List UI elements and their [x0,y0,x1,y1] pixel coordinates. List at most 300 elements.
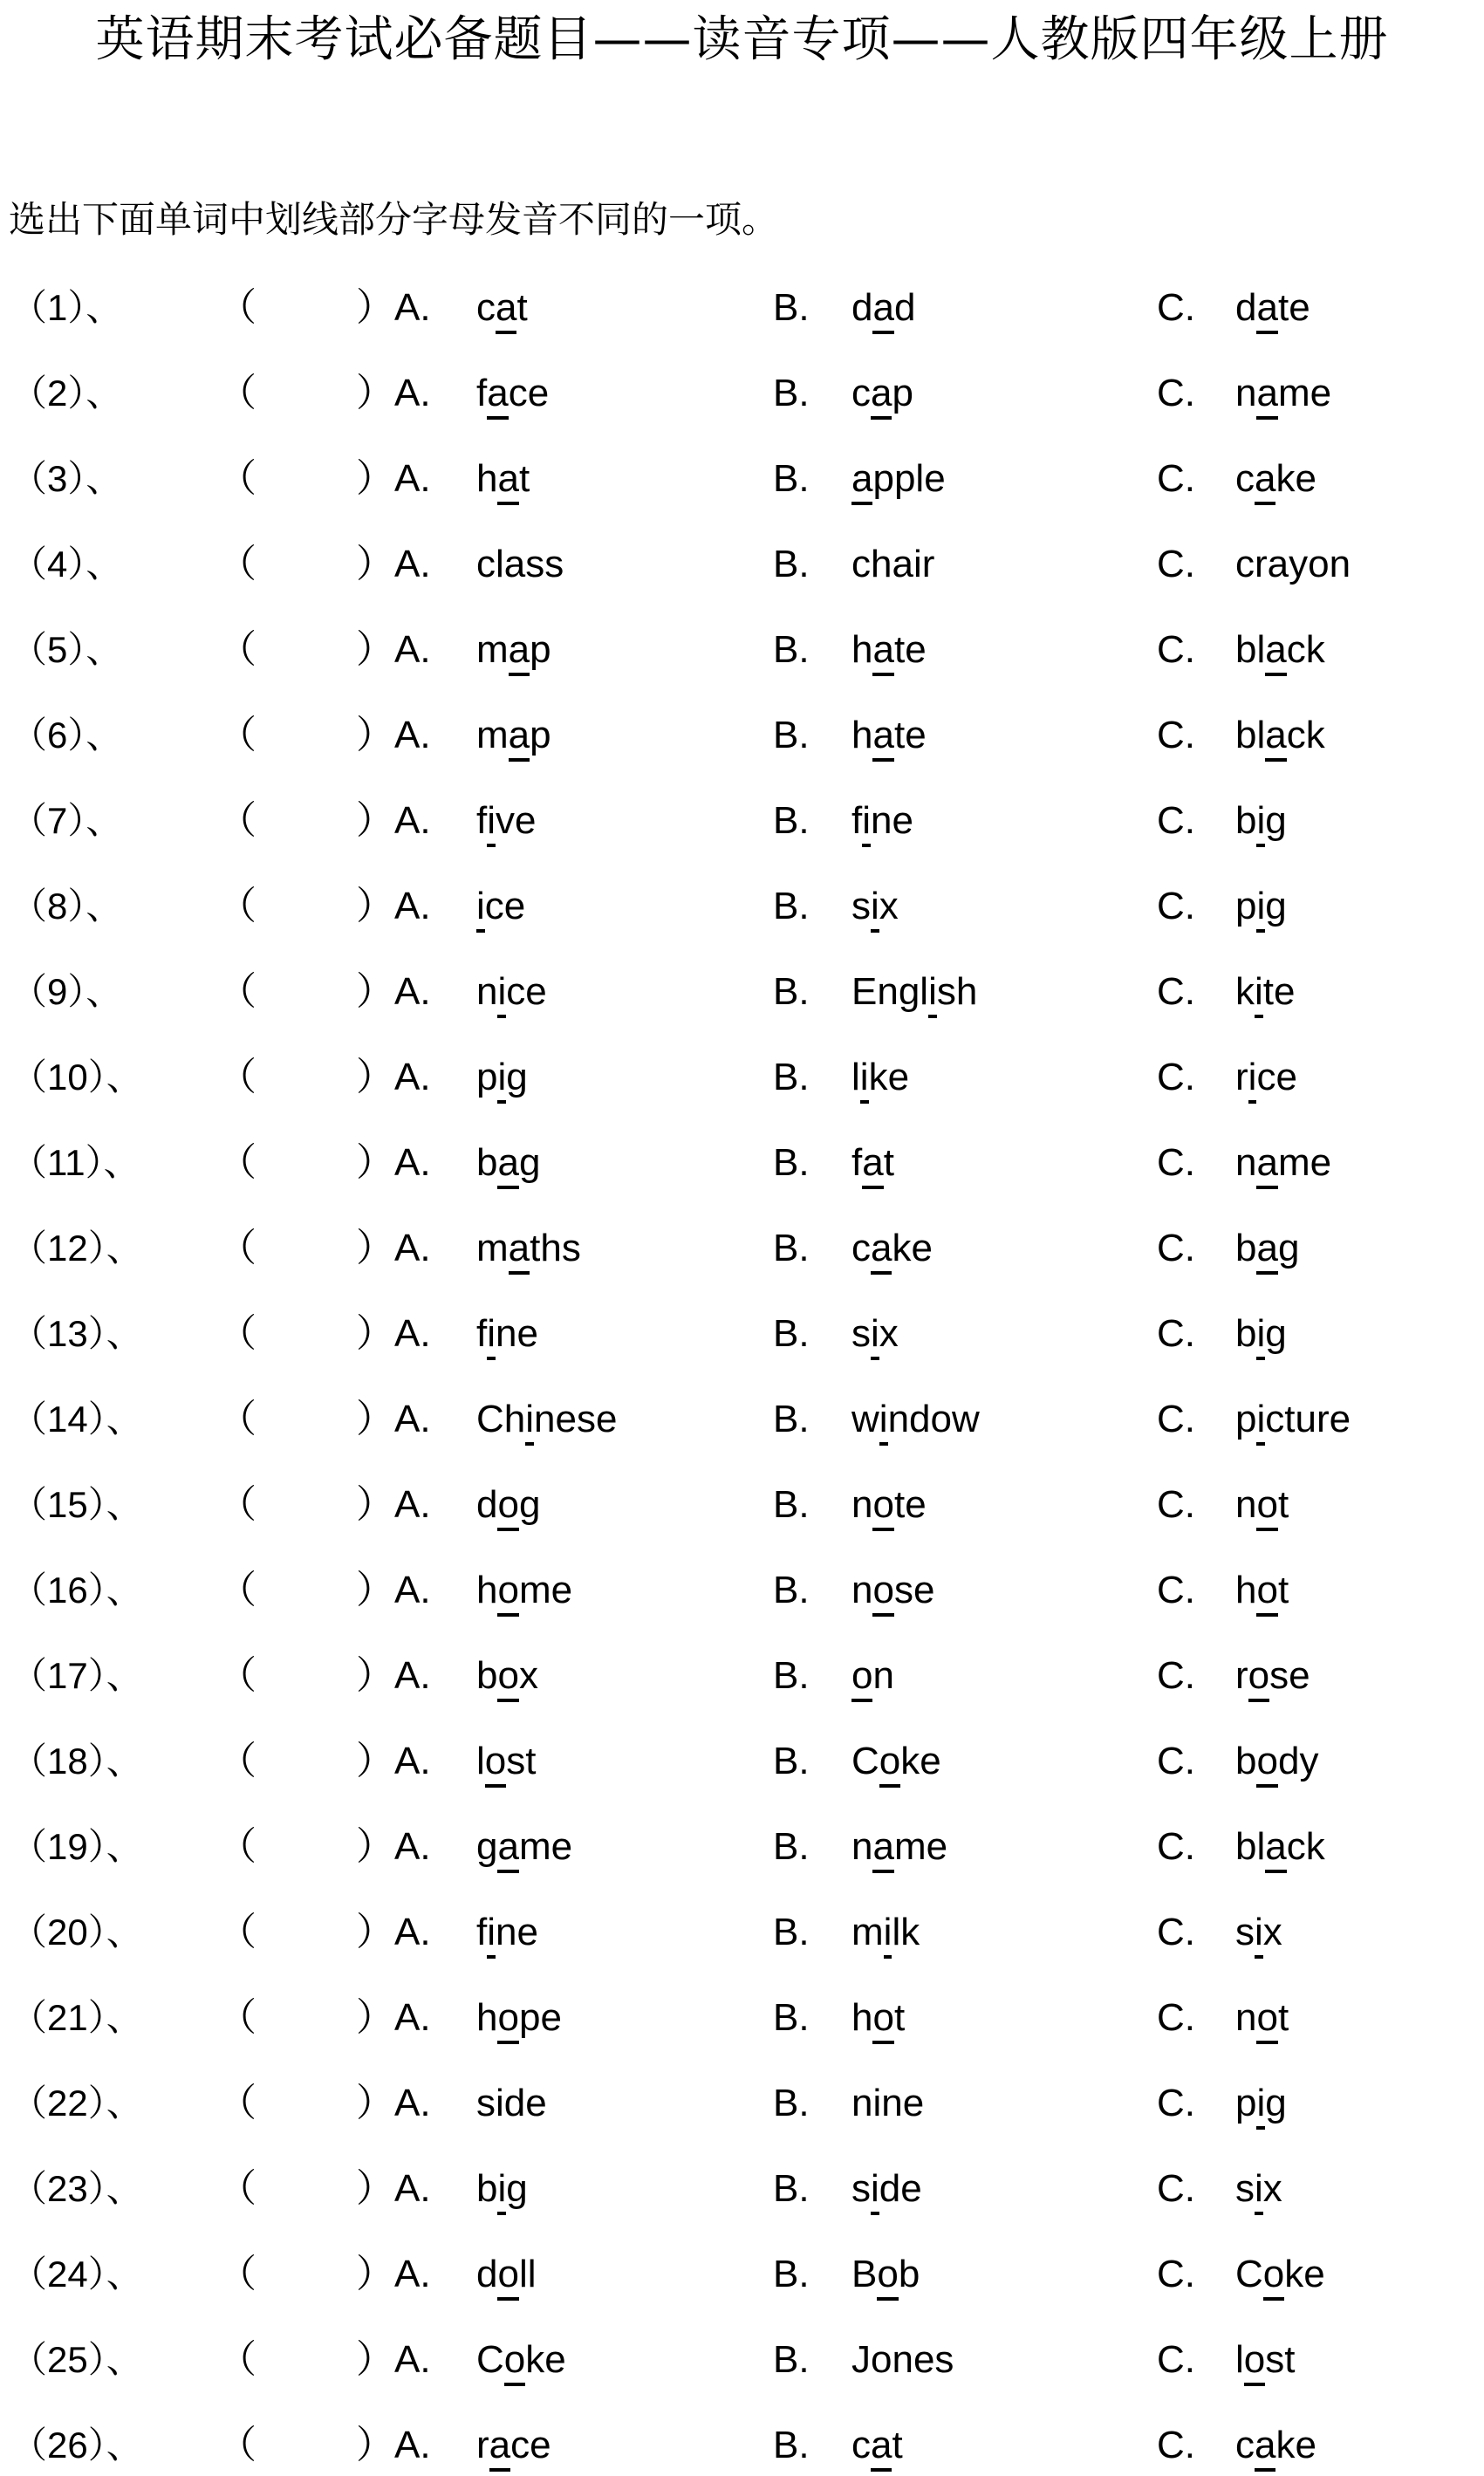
option-b-label: B. [773,799,810,842]
word-part: b [1235,1312,1257,1355]
option-c-label: C. [1157,885,1195,927]
underlined-letters: a [487,371,508,420]
answer-blank-close: ） [356,1911,394,1953]
option-b-word [851,363,913,424]
word-part: ths [530,1227,581,1269]
option-c-word [1235,277,1310,339]
option-a-word [476,277,528,339]
option-a-label: A. [394,286,431,329]
word-part: h [851,628,873,671]
option-a-label: A. [394,714,431,756]
question-row [0,1560,1484,1621]
underlined-letters: a [509,627,530,676]
word-part: ce [510,2424,551,2466]
word-part: crayon [1235,543,1351,585]
answer-blank-open: （ [218,799,256,842]
option-a-word [476,534,564,595]
question-number: （22）、 [10,2083,143,2124]
option-c-label: C. [1157,2424,1195,2466]
option-c-label: C. [1157,714,1195,756]
option-c-word [1235,2073,1287,2134]
question-row [0,1731,1484,1792]
option-b-word [851,790,913,852]
question-row [0,1303,1484,1365]
option-b-label: B. [773,286,810,329]
underlined-letters: o [1256,1995,1277,2044]
question-row [0,2073,1484,2134]
option-a-word [476,705,551,766]
underlined-letters: i [1256,2081,1265,2130]
option-c-word [1235,876,1287,937]
word-part: l [851,1056,860,1098]
question-number: （16）、 [10,1570,143,1611]
option-b-word [851,1560,934,1621]
answer-blank-open: （ [218,2338,256,2381]
option-c-label: C. [1157,1654,1195,1697]
word-part: g [476,1825,498,1868]
word-part: me [518,1825,573,1868]
word-part: g [1265,2082,1287,2124]
answer-blank-open: （ [218,2424,256,2466]
option-b-label: B. [773,372,810,414]
option-b-word [851,1987,905,2049]
underlined-letters: i [497,1055,506,1104]
option-c-word [1235,619,1325,681]
word-part: n [851,1569,873,1611]
underlined-letters: a [862,1140,883,1189]
answer-blank-close: ） [356,543,394,585]
underlined-letters: a [872,285,893,334]
option-a-label: A. [394,1911,431,1953]
underlined-letters: o [497,1653,518,1702]
option-a-label: A. [394,1227,431,1269]
underlined-letters: a [509,1226,530,1275]
underlined-letters: i [871,884,879,933]
word-part: n [1235,1996,1257,2039]
option-c-word [1235,1731,1318,1792]
word-part: bl [1235,1825,1266,1868]
option-b-label: B. [773,2082,810,2124]
underlined-letters: o [879,1739,900,1788]
option-b-word [851,1731,941,1792]
word-part: bl [1235,714,1266,756]
option-b-label: B. [773,628,810,671]
word-part: g [1277,1227,1300,1269]
word-part: class [476,543,564,585]
word-part: t [1277,1483,1289,1526]
underlined-letters: i [487,798,496,847]
word-part: c [1235,457,1255,500]
option-a-word [476,1902,538,1963]
question-number: （7）、 [10,800,123,841]
word-part: x [879,885,899,927]
word-part: s [851,2167,871,2210]
word-part: x [1262,2167,1282,2210]
answer-blank-open: （ [218,1312,256,1355]
option-c-word [1235,363,1331,424]
option-b-word [851,1902,920,1963]
question-number: （9）、 [10,971,123,1012]
question-number: （18）、 [10,1741,143,1782]
word-part: f [476,1911,488,1953]
answer-blank-close: ） [356,2253,394,2295]
word-part: d [851,286,873,329]
word-part: s [1235,1911,1255,1953]
answer-blank-open: （ [218,1911,256,1953]
underlined-letters: a [1265,713,1286,762]
word-part: cture [1265,1398,1351,1440]
word-part: ke [1284,2253,1325,2295]
word-part: me [1277,372,1332,414]
answer-blank-open: （ [218,1569,256,1611]
underlined-letters: o [877,2252,898,2301]
word-part: dy [1277,1740,1319,1782]
word-part: g [506,2167,528,2210]
underlined-letters: i [525,1397,534,1446]
underlined-letters: i [1256,1311,1265,1360]
option-c-label: C. [1157,1056,1195,1098]
option-a-label: A. [394,1996,431,2039]
word-part: ne [496,1911,538,1953]
underlined-letters: i [884,1910,892,1959]
option-c-label: C. [1157,628,1195,671]
question-row [0,1474,1484,1536]
underlined-letters: o [1256,1482,1277,1531]
word-part: t [518,457,530,500]
underlined-letters: i [879,1397,888,1446]
word-part: b [898,2253,920,2295]
option-b-label: B. [773,1227,810,1269]
word-part: te [1262,970,1296,1013]
option-a-word [476,961,547,1023]
word-part: p [1235,1398,1257,1440]
word-part: m [476,714,509,756]
word-part: nese [534,1398,618,1440]
option-a-word [476,1731,537,1792]
word-part: h [476,1996,498,2039]
underlined-letters: a [497,1824,518,1873]
word-part: ne [496,1312,538,1355]
word-part: g [1265,1312,1287,1355]
word-part: c [851,2424,871,2466]
answer-blank-close: ） [356,1825,394,1868]
option-a-word [476,1047,528,1108]
word-part: c [851,1227,871,1269]
word-part: b [476,1654,498,1697]
underlined-letters: a [871,371,892,420]
option-b-word [851,534,934,595]
word-part: me [518,1569,573,1611]
answer-blank-open: （ [218,2167,256,2210]
word-part: l [1235,2338,1244,2381]
option-c-word [1235,1816,1325,1878]
word-part: r [476,2424,489,2466]
word-part: d [893,286,916,329]
option-a-word [476,790,537,852]
underlined-letters: a [871,1226,892,1275]
question-row [0,1132,1484,1194]
option-c-label: C. [1157,2338,1195,2381]
word-part: b [476,1141,498,1184]
option-a-word [476,1816,572,1878]
word-part: b [1235,1740,1257,1782]
question-row [0,2415,1484,2476]
question-number: （19）、 [10,1826,143,1867]
option-a-label: A. [394,457,431,500]
word-part: te [893,628,927,671]
word-part: bl [1235,628,1266,671]
option-a-label: A. [394,2167,431,2210]
answer-blank-open: （ [218,1996,256,2039]
option-b-label: B. [773,885,810,927]
option-c-word [1235,2329,1296,2391]
question-row [0,534,1484,595]
question-number: （1）、 [10,287,123,328]
answer-blank-open: （ [218,1654,256,1697]
answer-blank-close: ） [356,1056,394,1098]
option-b-label: B. [773,1141,810,1184]
question-row [0,2158,1484,2220]
word-part: ce [506,970,547,1013]
underlined-letters: i [1255,1910,1263,1959]
word-part: f [476,372,488,414]
option-b-word [851,1218,933,1279]
underlined-letters: o [1263,2252,1284,2301]
underlined-letters: a [1255,456,1275,505]
word-part: Jones [851,2338,954,2381]
word-part: n [1235,1141,1257,1184]
option-a-label: A. [394,2253,431,2295]
answer-blank-open: （ [218,372,256,414]
word-part: ce [1256,1056,1297,1098]
answer-blank-open: （ [218,1483,256,1526]
underlined-letters: i [928,969,937,1018]
option-b-word [851,1047,909,1108]
word-part: se [893,1569,935,1611]
option-b-word [851,2244,920,2305]
underlined-letters: i [1248,1055,1257,1104]
word-part: x [518,1654,538,1697]
question-number: （25）、 [10,2339,143,2380]
word-part: n [851,1825,873,1868]
answer-blank-open: （ [218,2082,256,2124]
answer-blank-close: ） [356,1996,394,2039]
option-a-label: A. [394,628,431,671]
answer-blank-close: ） [356,1398,394,1440]
option-a-word [476,1474,540,1536]
underlined-letters: a [872,1824,893,1873]
option-a-label: A. [394,1398,431,1440]
option-a-label: A. [394,1312,431,1355]
option-a-word [476,1645,538,1707]
word-part: g [1265,885,1287,927]
option-b-label: B. [773,1911,810,1953]
answer-blank-open: （ [218,543,256,585]
answer-blank-open: （ [218,1398,256,1440]
question-row [0,790,1484,852]
answer-blank-close: ） [356,970,394,1013]
option-c-label: C. [1157,1996,1195,2039]
option-c-label: C. [1157,2082,1195,2124]
word-part: C [851,1740,879,1782]
word-part: t [1277,1996,1289,2039]
word-part: p [530,628,551,671]
word-part: te [893,714,927,756]
option-b-word [851,2158,922,2220]
option-b-word [851,277,915,339]
answer-blank-close: ） [356,457,394,500]
underlined-letters: o [872,1482,893,1531]
option-c-word [1235,1132,1331,1194]
answer-blank-close: ） [356,1312,394,1355]
word-part: g [506,1056,528,1098]
option-b-word [851,1132,894,1194]
word-part: side [476,2082,547,2124]
word-part: m [851,1911,884,1953]
answer-blank-close: ） [356,286,394,329]
answer-blank-open: （ [218,1740,256,1782]
word-part: g [1265,799,1287,842]
word-part: ndow [887,1398,980,1440]
word-part: f [476,799,488,842]
option-a-label: A. [394,1740,431,1782]
option-c-word [1235,2415,1316,2476]
word-part: b [1235,799,1257,842]
word-part: s [1235,2167,1255,2210]
instruction-text: 选出下面单词中划线部分字母发音不同的一项。 [9,198,779,241]
word-part: ne [871,799,913,842]
option-b-label: B. [773,714,810,756]
answer-blank-open: （ [218,457,256,500]
underlined-letters: a [1256,1226,1277,1275]
word-part: c [1235,2424,1255,2466]
underlined-letters: i [497,969,506,1018]
word-part: c [476,286,496,329]
option-c-label: C. [1157,1569,1195,1611]
word-part: ke [900,1740,941,1782]
option-b-word [851,961,977,1023]
answer-blank-close: ） [356,885,394,927]
question-number: （20）、 [10,1912,143,1953]
word-part: ke [1275,457,1316,500]
underlined-letters: a [871,2423,892,2472]
option-c-label: C. [1157,1483,1195,1526]
underlined-letters: i [497,2166,506,2215]
underlined-letters: i [860,1055,869,1104]
underlined-letters: o [497,1568,518,1617]
answer-blank-open: （ [218,286,256,329]
word-part: n [872,1654,894,1697]
word-part: C [476,2338,504,2381]
answer-blank-open: （ [218,1141,256,1184]
option-b-label: B. [773,1483,810,1526]
option-a-label: A. [394,885,431,927]
underlined-letters: o [1256,1739,1277,1788]
page-title: 英语期末考试必备题目——读音专项——人教版四年级上册 [95,11,1389,68]
option-c-label: C. [1157,1312,1195,1355]
option-a-word [476,2073,547,2134]
underlined-letters: o [497,1995,518,2044]
word-part: pple [872,457,946,500]
question-row [0,1047,1484,1108]
underlined-letters: i [487,1910,496,1959]
answer-blank-close: ） [356,799,394,842]
underlined-letters: a [872,627,893,676]
word-part: ck [1286,714,1325,756]
option-c-label: C. [1157,1398,1195,1440]
word-part: t [1277,1569,1289,1611]
underlined-letters: o [1244,2337,1265,2386]
word-part: se [1269,1654,1310,1697]
word-part: r [1235,1654,1248,1697]
option-c-label: C. [1157,2167,1195,2210]
answer-blank-close: ） [356,714,394,756]
option-b-label: B. [773,970,810,1013]
underlined-letters: a [1255,2423,1275,2472]
answer-blank-open: （ [218,885,256,927]
answer-blank-close: ） [356,1227,394,1269]
question-number: （23）、 [10,2168,143,2209]
word-part: ke [1275,2424,1316,2466]
word-part: p [892,372,913,414]
word-part: l [476,1740,485,1782]
word-part: n [1235,1483,1257,1526]
option-b-word [851,619,927,681]
underlined-letters: i [871,1311,879,1360]
word-part: w [851,1398,879,1440]
question-number: （8）、 [10,886,123,927]
question-number: （4）、 [10,544,123,585]
underlined-letters: i [476,884,485,933]
word-part: pe [518,1996,562,2039]
option-c-word [1235,2244,1325,2305]
option-c-label: C. [1157,1141,1195,1184]
underlined-letters: a [1256,371,1277,420]
option-a-label: A. [394,2338,431,2381]
word-part: st [506,1740,537,1782]
question-number: （21）、 [10,1997,143,2038]
underlined-letters: a [1265,627,1286,676]
word-part: ke [525,2338,566,2381]
underlined-letters: a [1256,285,1277,334]
answer-blank-close: ） [356,2082,394,2124]
answer-blank-open: （ [218,1227,256,1269]
answer-blank-open: （ [218,2253,256,2295]
word-part: n [1235,372,1257,414]
question-number: （12）、 [10,1228,143,1269]
underlined-letters: a [1256,1140,1277,1189]
word-part: g [518,1483,541,1526]
word-part: s [851,1312,871,1355]
option-a-label: A. [394,1056,431,1098]
option-b-word [851,2329,954,2391]
question-number: （15）、 [10,1484,143,1525]
word-part: t [883,1141,894,1184]
option-c-label: C. [1157,457,1195,500]
option-c-label: C. [1157,1825,1195,1868]
option-a-word [476,1560,572,1621]
question-number: （5）、 [10,629,123,670]
underlined-letters: a [509,713,530,762]
option-a-word [476,2415,551,2476]
question-number: （2）、 [10,373,123,414]
option-b-label: B. [773,2338,810,2381]
question-number: （6）、 [10,715,123,756]
option-b-word [851,1474,927,1536]
word-part: me [1277,1141,1332,1184]
underlined-letters: a [872,713,893,762]
option-c-word [1235,1560,1289,1621]
